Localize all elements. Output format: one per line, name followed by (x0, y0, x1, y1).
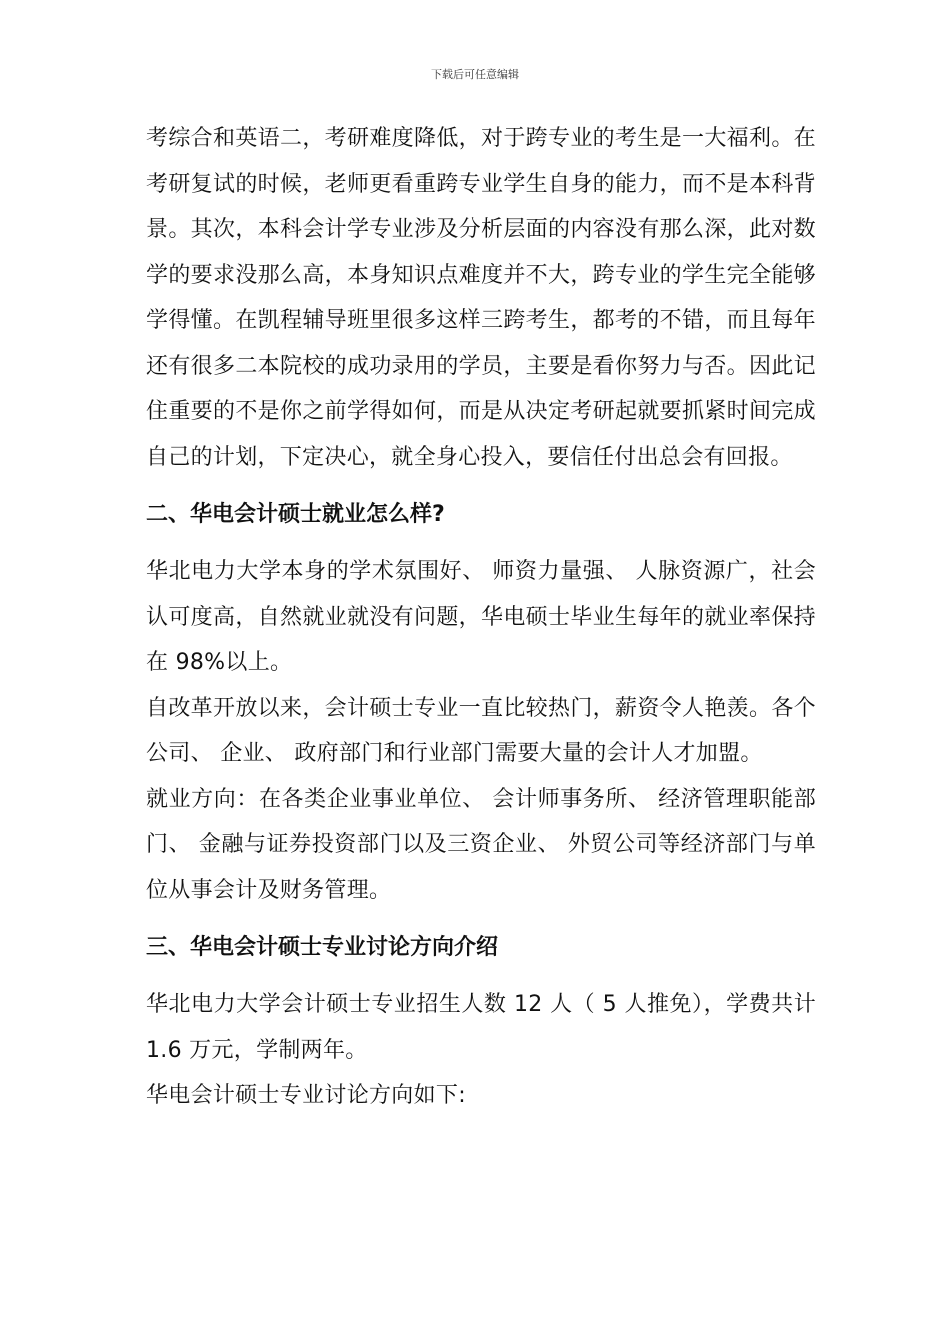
paragraph-directions-intro: 华电会计硕士专业讨论方向如下: (146, 1083, 466, 1108)
document-body (146, 116, 816, 1119)
page-header-note: 下载后可任意编辑 (431, 68, 519, 81)
paragraph-exam-difficulty: 考综合和英语二，考研难度降低，对于跨专业的考生是一大福利。在考研复试的时候，老师更看重跨专业学生自身的能力，而不是本科背景。其次，本科会计学专业涉及分析层面的内容没有那么深，此对数学的要求没那么高，本身知识点难度并不大，跨专业的学生完全能够学得懂。在凯程辅导班里很多这样三跨考生，都考的不错，而且每年还有很多二本院校的成功录用的学员，主要是看你努力与否。因此记住重要的不是你之前学得如何，而是从决定考研起就要抓紧时间完成自己的计划，下定决心，就全身心投入，要信任付出总会有回报。 (146, 126, 816, 470)
heading-employment: 二、华电会计硕士就业怎么样? (146, 502, 445, 527)
paragraph-employment-rate: 华北电力大学本身的学术氛围好、 师资力量强、 人脉资源广，社会认可度高，自然就业就没有问题，华电硕士毕业生每年的就业率保持在 98%以上。 (146, 559, 816, 675)
heading-research-directions: 三、华电会计硕士专业讨论方向介绍 (146, 935, 499, 960)
paragraph-market-demand: 自改革开放以来，会计硕士专业一直比较热门，薪资令人艳羡。各个公司、 企业、 政府部门和行业部门需要大量的会计人才加盟。 (146, 695, 816, 766)
paragraph-enrollment: 华北电力大学会计硕士专业招生人数 12 人（ 5 人推免），学费共计 1.6 万元，学制两年。 (146, 992, 816, 1063)
paragraph-career-direction: 就业方向：在各类企业事业单位、 会计师事务所、 经济管理职能部门、 金融与证券投资部门以及三资企业、 外贸公司等经济部门与单位从事会计及财务管理。 (146, 786, 816, 903)
